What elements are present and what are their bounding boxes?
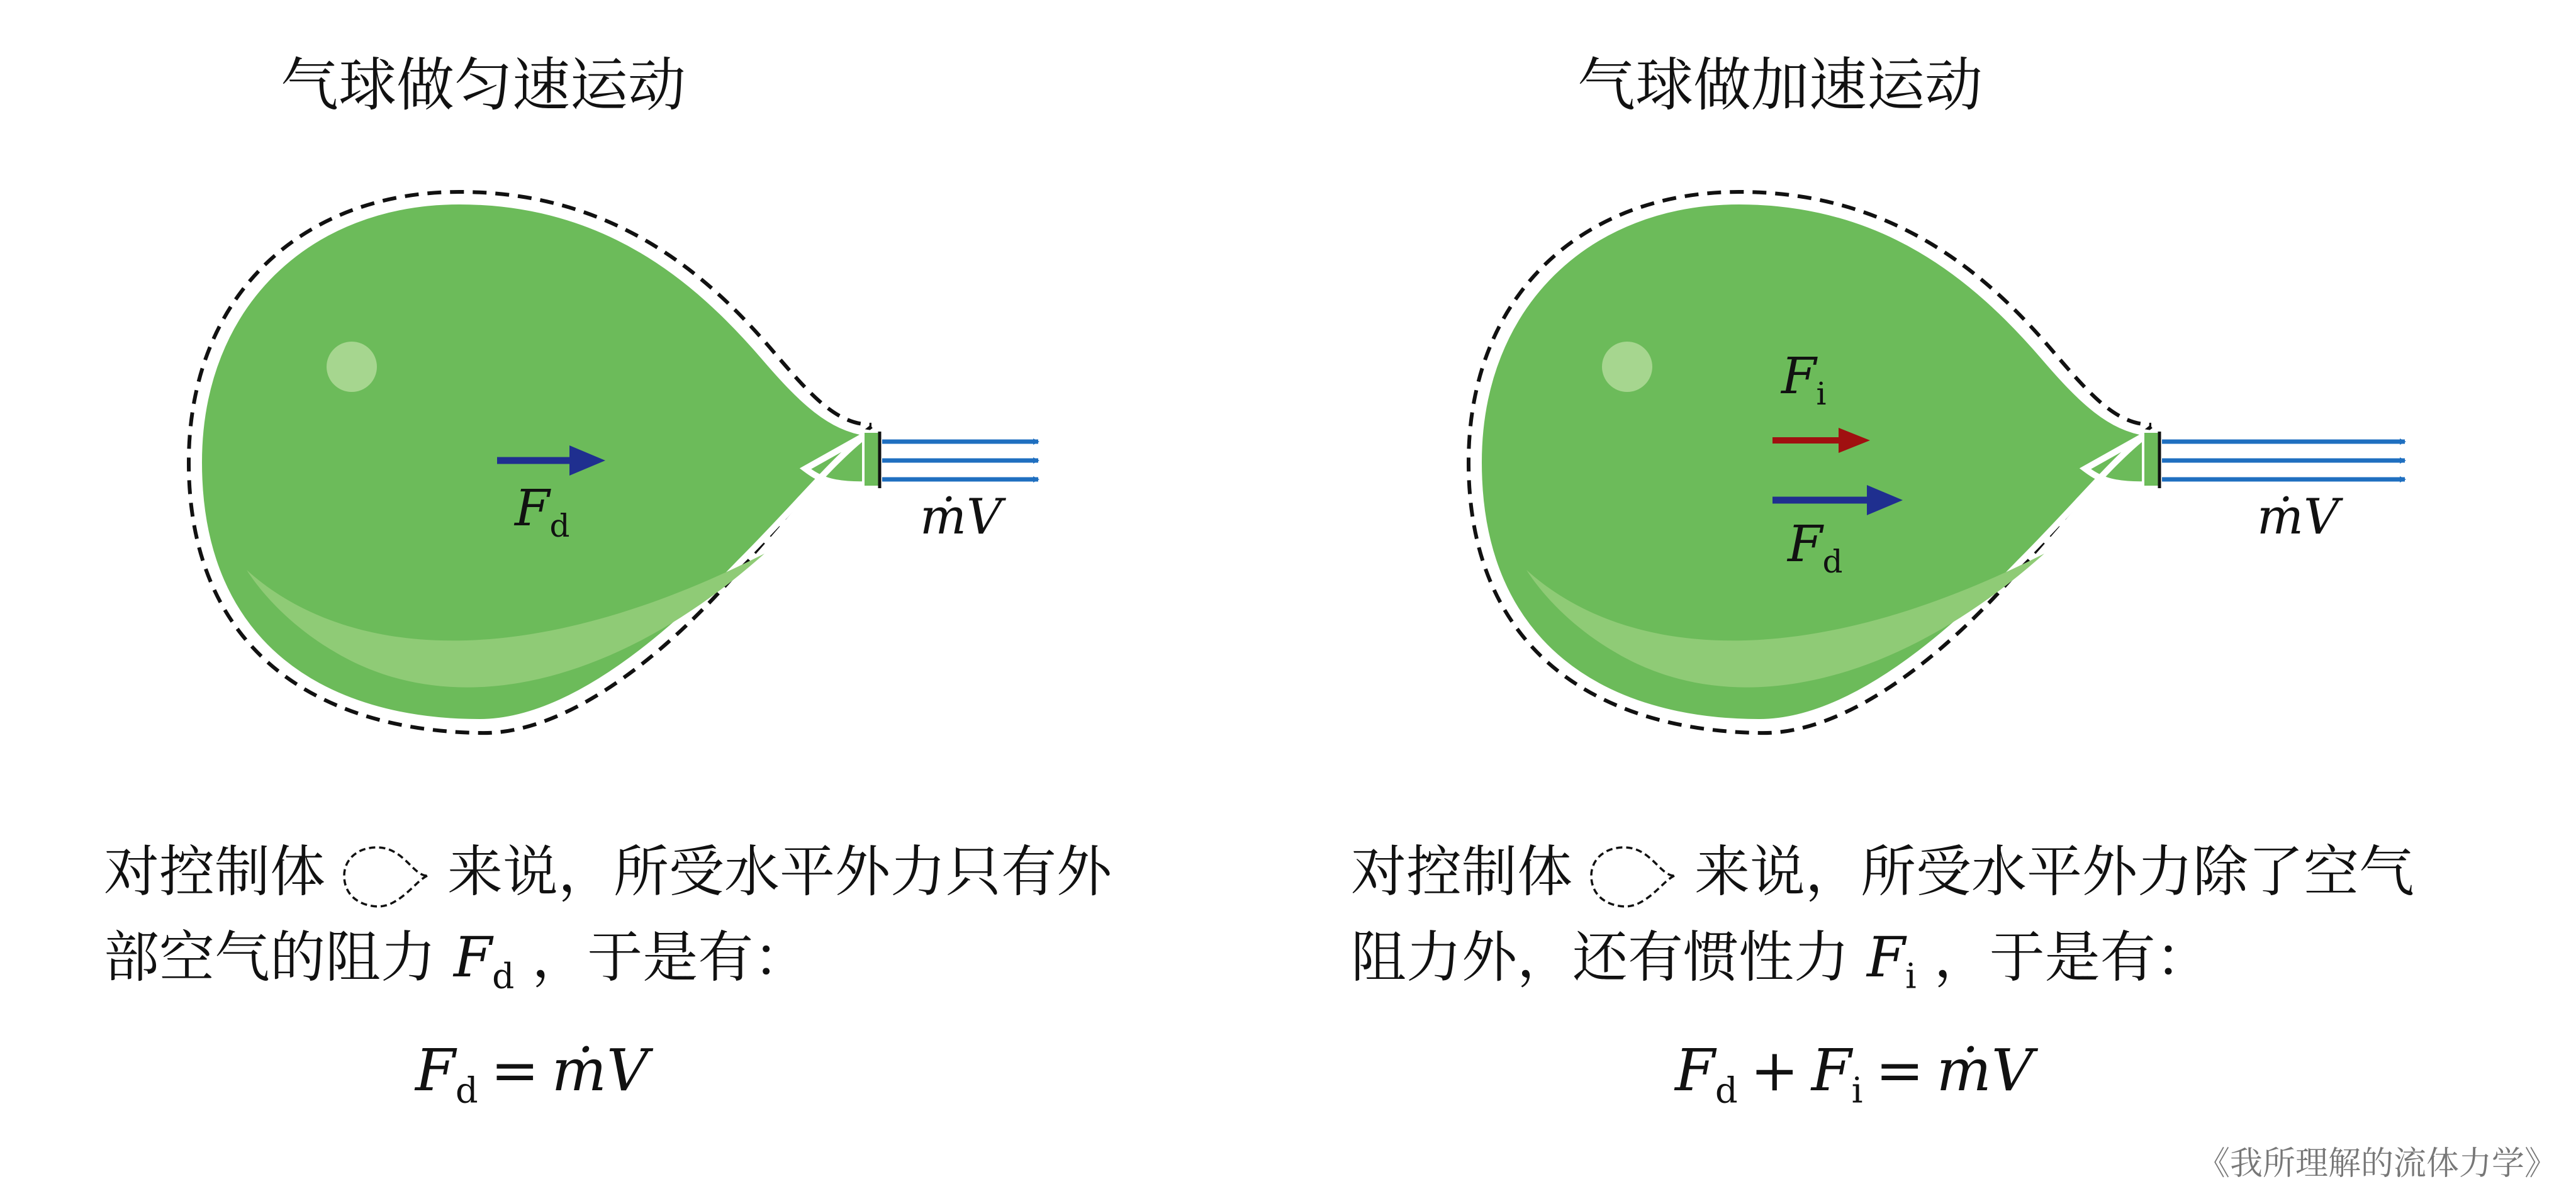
description xyxy=(104,829,1173,1019)
control-volume-icon xyxy=(1586,841,1681,910)
inline-inertial-symbol: $F_i$ xyxy=(1867,925,1917,996)
description xyxy=(1351,829,2421,1019)
jet-momentum-label: ṁV xyxy=(920,489,1002,545)
panel-accelerated-motion xyxy=(1288,0,2576,1189)
jet-arrows xyxy=(2162,442,2405,479)
jet-arrows xyxy=(882,442,1038,479)
balloon-highlight-dot xyxy=(327,342,377,392)
drag-force-label: $F_d$ xyxy=(1788,515,1843,580)
momentum-equation: $F_d$ = ṁV xyxy=(415,1037,649,1112)
inline-drag-symbol: $F_d$ xyxy=(454,925,515,996)
panel-title: 气球做匀速运动 xyxy=(281,52,686,119)
inertial-force-label: $F_i$ xyxy=(1781,347,1827,412)
drag-force-label: $F_d$ xyxy=(515,479,570,544)
jet-momentum-label: ṁV xyxy=(2257,489,2339,545)
description-line-2: 阻力外，还有惯性力 $F_i$ ，于是有： xyxy=(1351,925,2211,996)
momentum-equation: $F_d + F_i$ = ṁV xyxy=(1675,1037,2034,1112)
balloon-diagram xyxy=(0,0,1288,818)
description-line-1: 对控制体 来说，所受水平外力只有外 xyxy=(104,829,1173,915)
description-line-2: 部空气的阻力 $F_d$ ，于是有： xyxy=(104,925,809,996)
panel-title: 气球做加速运动 xyxy=(1577,52,1983,119)
balloon-highlight-dot xyxy=(1602,342,1652,392)
description-line-1: 对控制体 来说，所受水平外力除了空气 xyxy=(1351,829,2421,915)
balloon-diagram xyxy=(1288,0,2576,818)
watermark: 《我所理解的流体力学》 xyxy=(2197,1145,2557,1183)
control-volume-icon xyxy=(339,841,434,910)
